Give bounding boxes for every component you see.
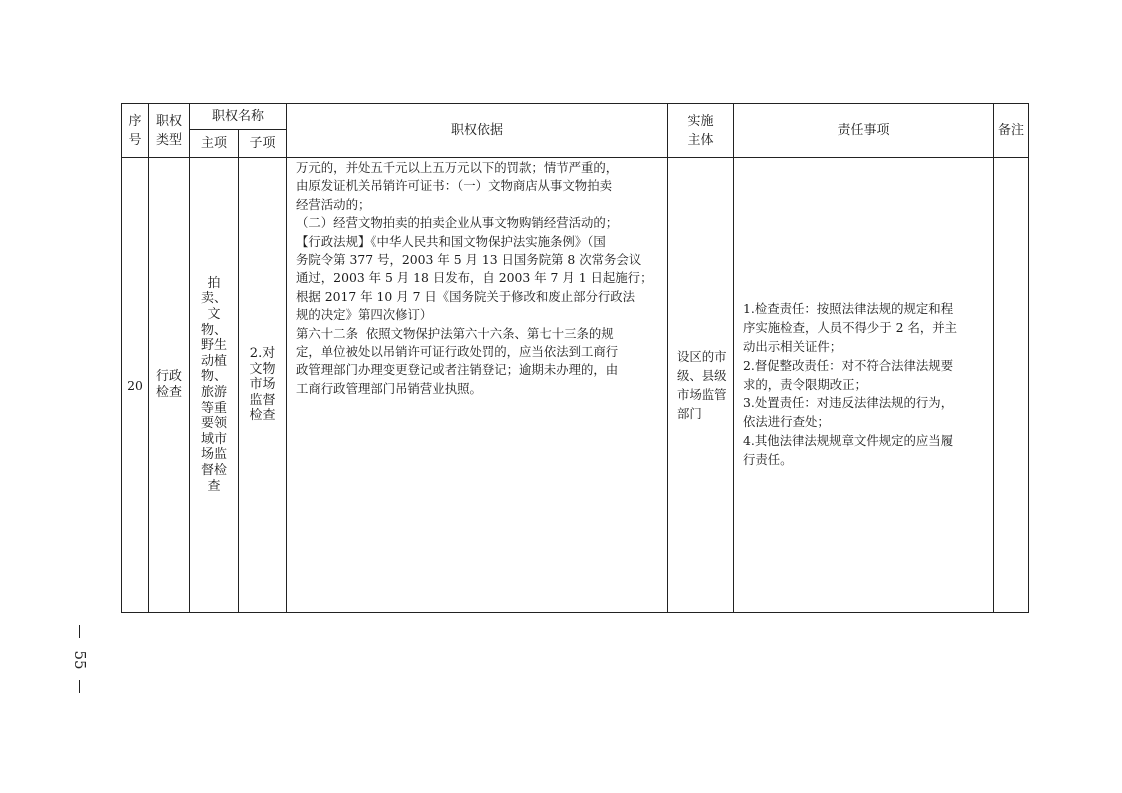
header-type — [149, 104, 190, 158]
header-sub-item — [239, 130, 287, 158]
row-seq — [122, 158, 149, 613]
header-duty — [734, 104, 994, 158]
header-remark-label: 备注 — [998, 123, 1025, 138]
row-sub-item — [239, 158, 287, 613]
header-name-label: 职权名称 — [212, 109, 265, 124]
page-number — [60, 625, 100, 695]
header-sub-item-label: 子项 — [249, 136, 276, 151]
header-subject-label: 实施主体 — [687, 113, 714, 148]
header-seq — [122, 104, 149, 158]
row-duty — [734, 158, 994, 613]
row-subject — [668, 158, 734, 613]
row-basis-text: 万元的，并处五千元以上五万元以下的罚款；情节严重的， 由原发证机关吊销许可证书：（一）文物商店从事文物拍卖 经营活动的； （二）经营文物拍卖的拍卖企业从事文物购销经营活动的； 【行政法规】《中华人民共和国文物保护法实施条例》（国 务院令第 377 号，2003 年 5 月 13 日国务院第 8 次常务会议 通过，2003 年 5 月 18 日发布，自 2003 年 7 月 1 日起施行； 根据 2017 年 10 月 7 日《国务院关于修改和废止部分行政法 规的决定》第四次修订） 第六十二条 依照文物保护法第六十六条、第七十三条的规 定，单位被处以吊销许可证行政处罚的，应当依法到工商行 政管理部门办理变更登记或者注销登记；逾期未办理的，由 工商行政管理部门吊销营业执照。 — [296, 160, 653, 396]
header-type-label: 职权类型 — [155, 113, 182, 148]
header-subject — [668, 104, 734, 158]
row-type-value: 行政检查 — [156, 369, 183, 400]
header-duty-label: 责任事项 — [837, 123, 890, 138]
page-number-value: 55 — [71, 650, 89, 670]
page-number-dash-bottom — [79, 680, 80, 693]
row-seq-value: 20 — [127, 377, 143, 393]
row-subject-value: 设区的市级、县级市场监管部门 — [677, 349, 727, 421]
header-main-item-label: 主项 — [200, 136, 227, 151]
row-type — [149, 158, 190, 613]
header-seq-label: 序号 — [128, 113, 142, 148]
header-name — [190, 104, 287, 130]
row-main-item — [190, 158, 239, 613]
page-number-dash-top — [79, 625, 80, 638]
row-main-item-value: 拍卖、文物、野生动植物、旅游等重要领域市场监督检查 — [200, 275, 227, 494]
row-basis — [287, 158, 668, 613]
header-basis-label: 职权依据 — [451, 123, 504, 138]
header-basis — [287, 104, 668, 158]
row-remark — [994, 158, 1029, 613]
row-sub-item-value: 2.对文物市场监督检查 — [249, 346, 276, 424]
row-duty-text: 1.检查责任：按照法律法规的规定和程 序实施检查，人员不得少于 2 名，并主 动出示相关证件； 2.督促整改责任：对不符合法律法规要 求的，责令限期改正； 3.处置责任：对违反法律法规的行为， 依法进行查处； 4.其他法律法规规章文件规定的应当履 行责任。 — [743, 301, 958, 467]
header-remark — [994, 104, 1029, 158]
table-row — [122, 158, 1029, 613]
header-main-item — [190, 130, 239, 158]
responsibility-table — [121, 103, 1029, 613]
